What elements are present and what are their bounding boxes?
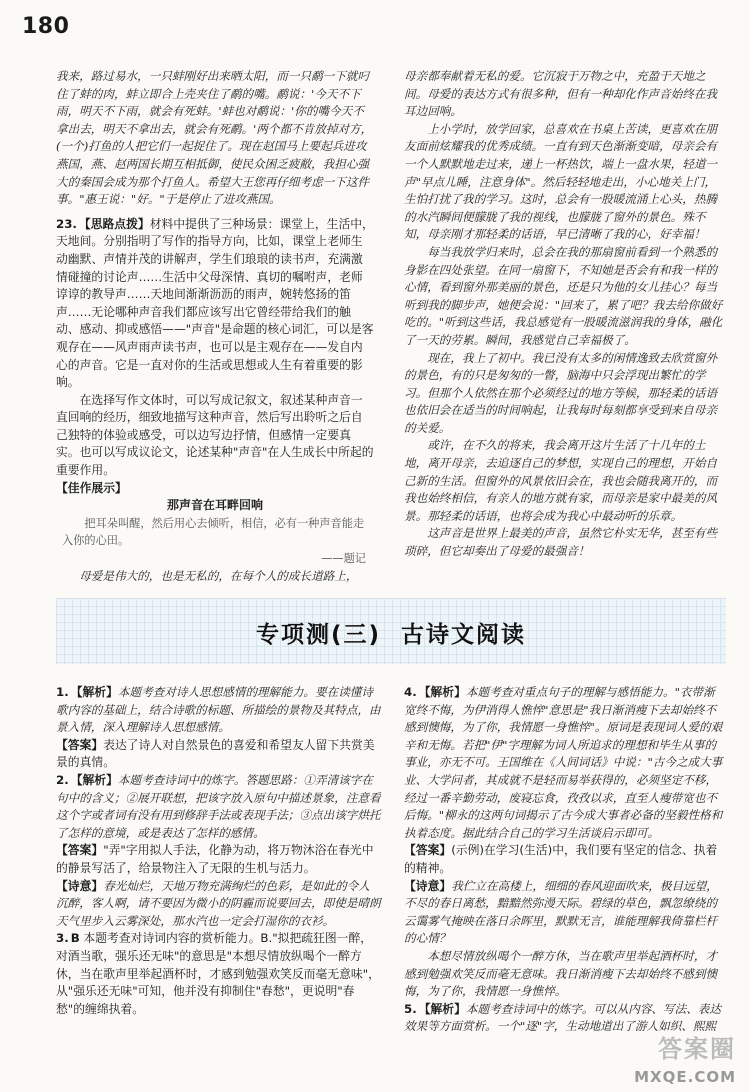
question-number: 2.: [56, 772, 69, 787]
poem-meaning-continued: 本想尽情放纵喝个一醉方休，当在歌声里举起酒杯时，才感到勉强欢笑反而毫无意味。我日渐消瘦下去却始终不感到懊悔，为了你，我情愿一身憔悴。: [404, 948, 718, 999]
poem-meaning-text: 我伫立在高楼上，细细的春风迎面吹来，极目远望，不尽的春日离愁，黯黯然弥漫天际。碧绿的草色，飘忽缭绕的云霭雾气掩映在落日余晖里，默默无言，谁能理解我倚靠栏杆的心情？: [404, 878, 718, 946]
answer-tag: 【答案】: [56, 843, 104, 858]
analysis-text: 本题考查对诗词内容的赏析能力。B."拟把疏狂图一醉，对酒当歌，强乐还无味"的意思是"本想尽情放纵喝个一醉方休，当在歌声里举起酒杯时，才感到勉强欢笑反而毫无意味"，从"强乐还无味"可知，他并没有抑制住"春愁"，更说明"春愁"的缠绵执着。: [56, 931, 380, 1016]
answer-2-key: [56, 842, 381, 877]
answer-3: [56, 930, 381, 1018]
essay-paragraph: 或许，在不久的将来，我会离开这片生活了十几年的土地，离开母亲，去追逐自己的梦想，实现自己的理想，开始自己新的生活。但窗外的风景依旧会在，我也会随我离开的，而我也始终相信，有亲人的地方就有家，而母亲是家中最美的风景。那轻柔的话语，也将会成为我心中最动听的乐章。: [404, 438, 718, 523]
section-title: [56, 616, 726, 649]
poem-meaning-tag: 【诗意】: [56, 878, 104, 893]
analysis-text: 本题考查诗词中的炼字。答题思路：①弄清该字在句中的含义；②展开联想，把该字放入原句中描述景象，注意看这个字或者词有没有用到修辞手法或表现手法；③点出该字烘托了怎样的意境，或是表达了怎样的感情。: [56, 772, 381, 840]
question-number: 4.: [404, 685, 417, 699]
top-right-column: [404, 68, 726, 561]
answer-1: [56, 684, 381, 737]
essay-paragraph: 这声音是世界上最美的声音，虽然它朴实无华，甚至有些琐碎，但它却奏出了母爱的最强音！: [404, 526, 718, 559]
analysis-text: 本题考查对重点句子的理解与感悟能力。"衣带渐宽终不悔，为伊消得人憔悴"意思是"我日渐消瘦下去却始终不感到懊悔，为了你，我情愿一身憔悴"。原词是表现词人爱的艰辛和无悔。若把"伊"字理解为词人所追求的理想和毕生从事的事业，亦无不可。王国维在《人间词话》中说："古今之成大事业、大学问者，其成就不是轻而易举获得的，必须坚定不移，经过一番辛勤劳动，废寝忘食，孜孜以求，直至人瘦带宽也不后悔。"柳永的这两句词揭示了古今成大事者必备的坚毅性格和执着态度。据此结合自己的学习生活谈启示即可。: [404, 685, 723, 840]
section-banner: [56, 598, 726, 664]
essay-paragraph: 每当我放学归来时，总会在我的那扇窗前看到一个熟悉的身影在四处张望。在同一扇窗下，不知她是否会有和我一样的心情，看到窗外那美丽的景色，还是只为他的女儿挂心？每当听到我的脚步声，她便会说："回来了，累了吧？我去给你做好吃的。"听到这些话，我总感觉有一股暖流滋润我的身体，融化了一天的劳累。瞬间，我感觉自己幸福极了。: [404, 244, 723, 347]
answer-tag: 【答案】: [56, 737, 104, 752]
essay-epigraph: 把耳朵叫醒，然后用心去倾听，相信，必有一种声音能走入你的心田。: [62, 516, 365, 548]
hint-tag: 【思路点拨】: [78, 216, 150, 231]
epigraph-signature: ——题记: [321, 552, 366, 566]
watermark-site: MXQE.COM: [634, 1068, 736, 1086]
poem-meaning-text: 春光灿烂，天地万物充满绚烂的色彩，是如此的令人沉醉，客人啊，请不要因为微小的阴霾而说要回去，即使是晴朗天气里步入云雾深处，那水汽也一定会打湿你的衣衫。: [56, 878, 381, 928]
essay-paragraph: 现在，我上了初中。我已没有太多的闲情逸致去欣赏窗外的景色，有的只是匆匆的一瞥，脑海中只会浮现出繁忙的学习。但那个人依然在那个必须经过的地方等候，那轻柔的话语也依旧会在适当的时间响起，让我每时每刻都享受到来自母亲的关爱。: [404, 350, 718, 435]
analysis-tag: 【解析】: [70, 685, 118, 699]
showcase-tag: 【佳作展示】: [56, 480, 127, 495]
answer-4: [404, 684, 726, 842]
page-number: 180: [22, 14, 70, 39]
analysis-text: 本题考查对诗人思想感情的理解能力。要在读懂诗歌内容的基础上，结合诗歌的标题、所描绘的景物及其特点，由景入情，深入理解诗人思想感情。: [56, 685, 381, 735]
bottom-left-column: [56, 684, 381, 1018]
analysis-tag: 【解析】: [418, 685, 466, 699]
section-subject: 古诗文阅读: [401, 622, 527, 648]
answer-text: 表达了诗人对自然景色的喜爱和希望友人留下共赏美景的真情。: [56, 737, 375, 770]
answer-4-key: [404, 842, 726, 877]
essay-title: 那声音在耳畔回响: [166, 498, 263, 513]
answer-text: "弄"字用拟人手法，化静为动，将万物沐浴在春光中的静景写活了，给景物注入了无限的生机与活力。: [56, 843, 374, 875]
question-number: 5.: [404, 1001, 417, 1016]
question-number: 23.: [56, 216, 77, 231]
question-number: 1.: [56, 685, 69, 699]
analysis-text: 本题考查诗词中的炼字。可以从内容、写法、表达效果等方面赏析。一个"逐"字，生动地道出了游人如织、熙熙: [404, 1001, 721, 1034]
answer-1-key: [56, 737, 381, 772]
answer-text: (示例)在学习(生活)中，我们要有坚定的信念、执着的精神。: [404, 843, 718, 875]
answer-2: [56, 772, 381, 842]
hint-text: 材料中提供了三种场景：课堂上，生活中，天地间。分别指明了写作的指导方向，比如，课堂上老师生动幽默、声情并茂的讲解声，学生们琅琅的读书声，充满激情碰撞的讨论声……生活中父母深情、真切的嘱咐声，老师谆谆的教导声……天地间渐渐沥沥的雨声，婉转悠扬的笛声……无论哪种声音我们都应该写出它曾经带给我们的触动、感动、抑或感悟——"声音"是命题的核心词汇，可以是客观存在——风声雨声读书声，也可以是主观存在——发自内心的声音。它是一直对你的生活或思想或人生有着重要的影响。: [56, 216, 374, 390]
answer-4-poem: [404, 878, 726, 948]
poem-meaning-tag: 【诗意】: [404, 878, 452, 893]
question-23: [56, 216, 374, 392]
question-number: 3.: [56, 931, 69, 946]
answer-choice: B: [70, 931, 80, 946]
analysis-tag: 【解析】: [70, 772, 118, 787]
analysis-tag: 【解析】: [418, 1001, 466, 1016]
answer-2-poem: [56, 878, 381, 931]
answer-tag: 【答案】: [404, 843, 452, 858]
writing-advice: 在选择写作文体时，可以写成记叙文，叙述某种声音一直回响的经历，细致地描写这种声音，然后写出聆听之后自己独特的体验或感受，可以边写边抒情，但感情一定要真实。也可以写成议论文，论述某种"声音"在人生成长中所起的重要作用。: [56, 392, 374, 478]
essay-paragraph: 上小学时，放学回家，总喜欢在书桌上苦读，更喜欢在朋友面前炫耀我的优秀成绩。一直有到天色渐渐变暗，母亲会有一个人默默地走过来，递上一杯热饮，端上一盘水果，轻道一声"早点儿睡，注意身体"。然后轻轻地走出，小心地关上门，生怕打扰了我的学习。这时，总会有一股暖流涌上心头，热腾的水汽瞬间便朦胧了我的视线，也朦胧了窗外的景色。殊不知，母亲刚才那轻柔的话语，早已清晰了我的心，好幸福！: [404, 121, 718, 242]
section-label: 专项测(三): [255, 622, 382, 648]
watermark-logo: 答案圈: [658, 1035, 736, 1063]
bottom-right-column: [404, 684, 726, 1036]
top-left-column: [56, 68, 374, 585]
essay-paragraph: 母亲都奉献着无私的爱。它沉寂于万物之中，充盈于天地之间。母爱的表达方式有很多种，但有一种却化作声音始终在我耳边回响。: [404, 69, 718, 119]
story-translation: 我来，路过易水，一只蚌刚好出来晒太阳，而一只鹬一下就叼住了蚌的肉，蚌立即合上壳夹住了鹬的嘴。鹬说：'今天不下雨，明天不下雨，就会有死蚌。'蚌也对鹬说：'你的嘴今天不拿出去，明天不拿出去，就会有死鹬。'两个都不肯放掉对方，(一个)打鱼的人把它们一起捉住了。现在赵国马上要起兵进攻燕国，燕、赵两国长期互相抵御，使民众困乏疲敝，我担心强大的秦国会成为那个打鱼人。希望大王您再仔细考虑一下这件事。"惠王说："好。"于是停止了进攻燕国。: [56, 69, 373, 207]
essay-opening: 母爱是伟大的，也是无私的，在每个人的成长道路上，: [79, 568, 358, 583]
